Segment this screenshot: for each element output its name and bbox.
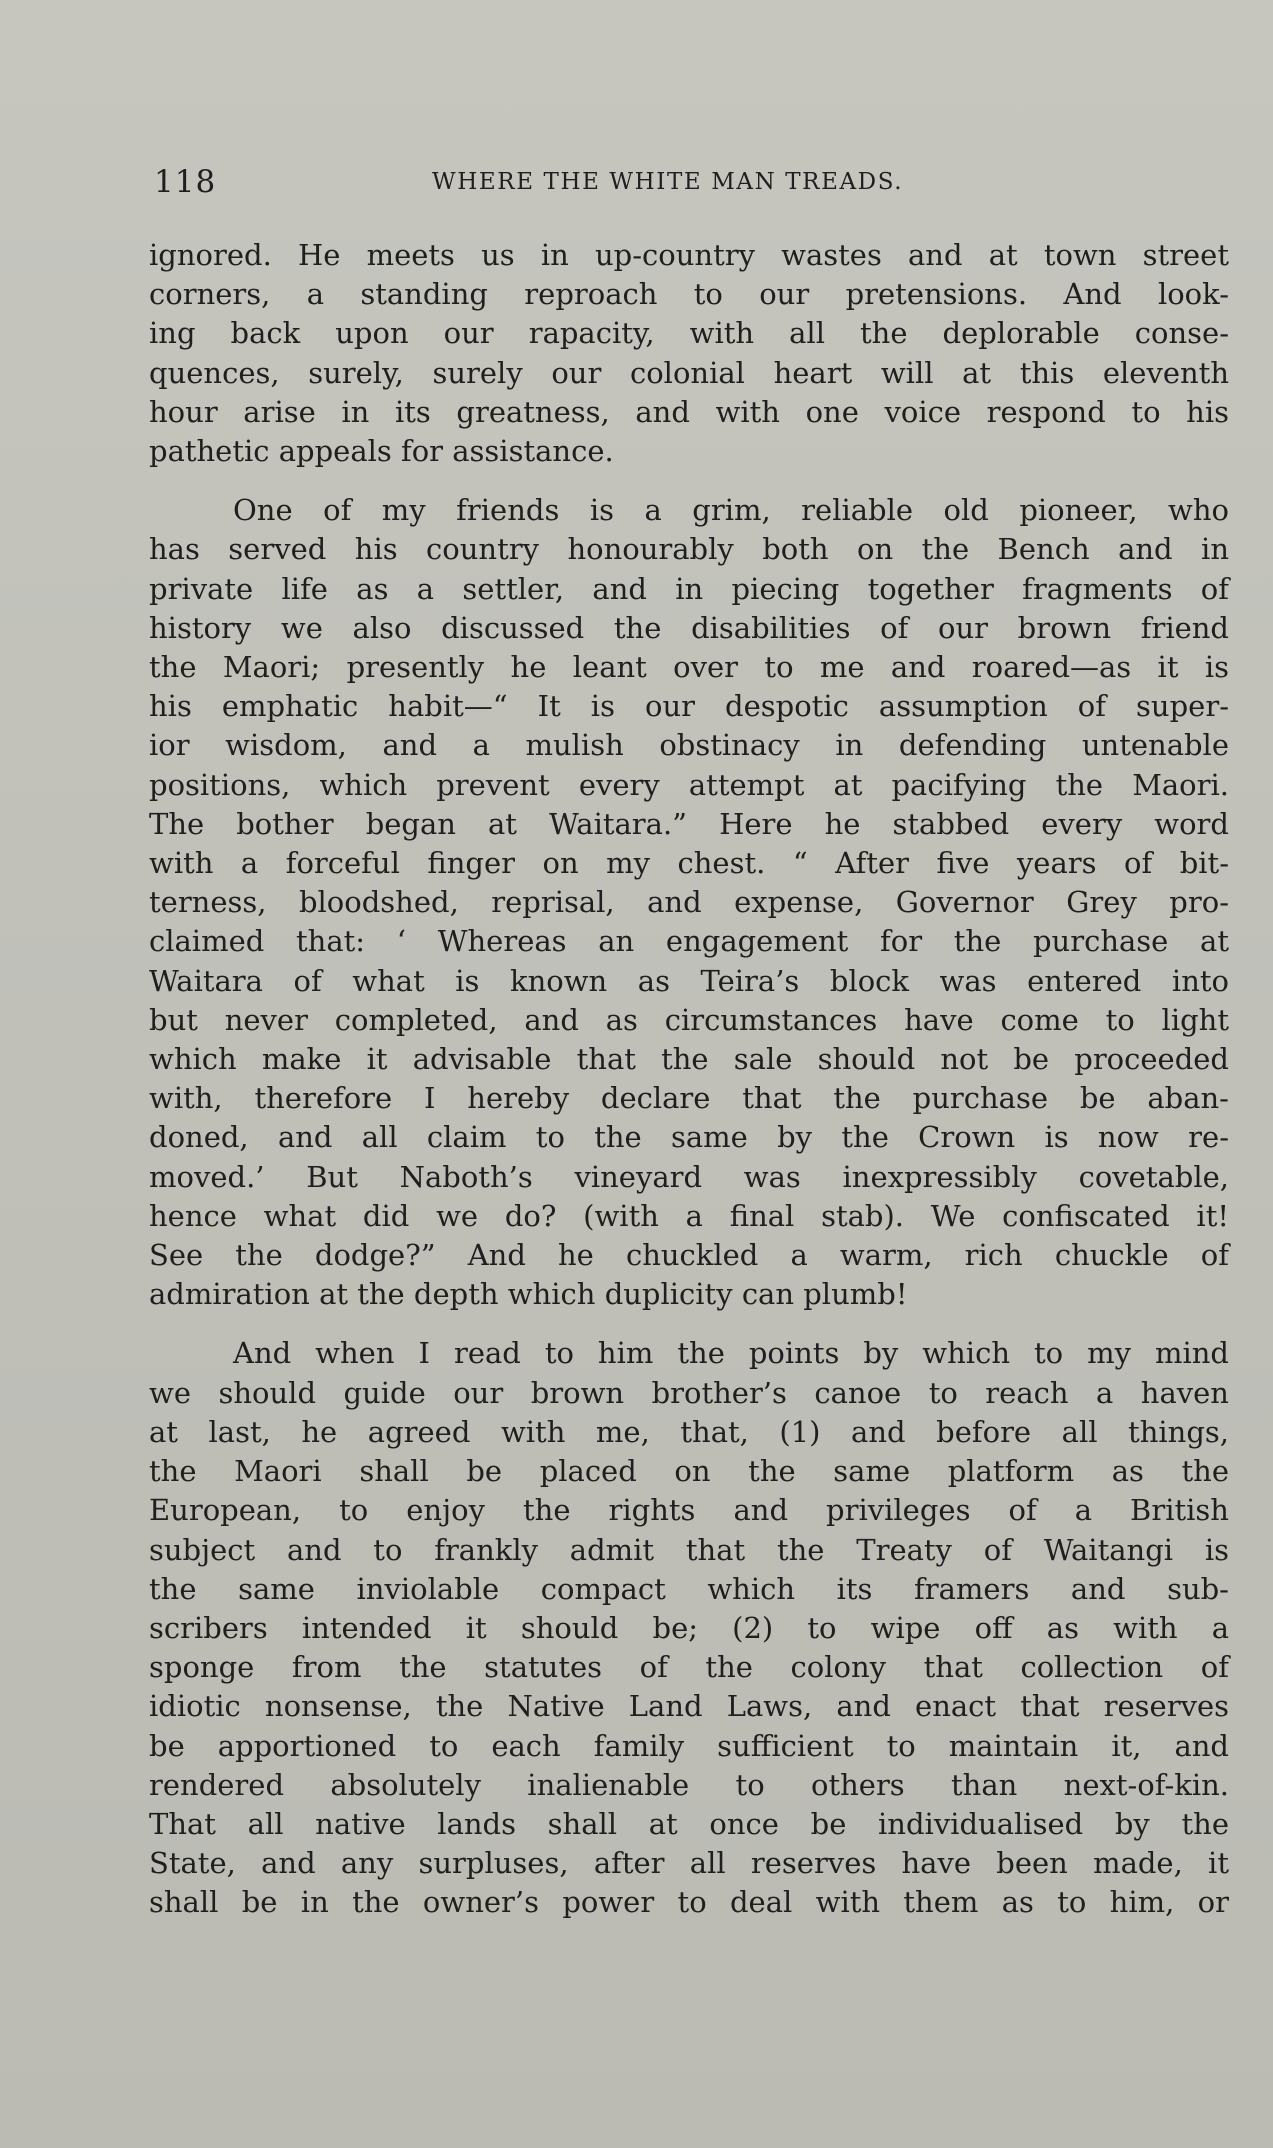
text-line: idiotic nonsense, the Native Land Laws, and enact that reserves xyxy=(149,1689,1229,1724)
text-line: the Maori; presently he leant over to me and roared—as it is xyxy=(149,650,1229,685)
text-line: moved.’ But Naboth’s vineyard was inexpressibly covetable, xyxy=(149,1159,1229,1194)
paragraph-3 xyxy=(149,1334,1229,1922)
text-line: but never completed, and as circumstances have come to light xyxy=(149,1002,1229,1037)
text-line: the same inviolable compact which its framers and sub- xyxy=(149,1571,1229,1606)
text-line: shall be in the owner’s power to deal with them as to him, or xyxy=(149,1885,1229,1920)
text-line: doned, and all claim to the same by the Crown is now re- xyxy=(149,1120,1229,1155)
running-head xyxy=(152,162,1226,202)
text-line: hour arise in its greatness, and with one voice respond to his xyxy=(149,394,1229,429)
text-line: private life as a settler, and in piecing together fragments of xyxy=(149,571,1229,606)
text-line: sponge from the statutes of the colony that collection of xyxy=(149,1650,1229,1685)
text-line: corners, a standing reproach to our pretensions. And look- xyxy=(149,277,1229,312)
body-text xyxy=(149,236,1229,1923)
text-line: subject and to frankly admit that the Treaty of Waitangi is xyxy=(149,1532,1229,1567)
text-line: One of my friends is a grim, reliable old pioneer, who xyxy=(233,493,1229,528)
running-title: WHERE THE WHITE MAN TREADS. xyxy=(432,169,904,195)
text-line: with a forceful finger on my chest. “ After five years of bit- xyxy=(149,846,1229,881)
text-line: terness, bloodshed, reprisal, and expense, Governor Grey pro- xyxy=(149,885,1229,920)
paragraph-2 xyxy=(149,491,1229,1314)
text-line: be apportioned to each family sufficient to maintain it, and xyxy=(149,1728,1229,1763)
text-line: history we also discussed the disabilities of our brown friend xyxy=(149,610,1229,645)
text-line: scribers intended it should be; (2) to wipe off as with a xyxy=(149,1610,1229,1645)
text-line: positions, which prevent every attempt at pacifying the Maori. xyxy=(149,767,1229,802)
text-line: European, to enjoy the rights and privileges of a British xyxy=(149,1493,1229,1528)
text-line: hence what did we do? (with a final stab). We confiscated it! xyxy=(149,1198,1229,1233)
text-line: admiration at the depth which duplicity can plumb! xyxy=(149,1277,908,1312)
paragraph-1 xyxy=(149,236,1229,471)
text-line: we should guide our brown brother’s canoe to reach a haven xyxy=(149,1375,1229,1410)
text-line: And when I read to him the points by which to my mind xyxy=(233,1336,1229,1371)
text-line: Waitara of what is known as Teira’s block was entered into xyxy=(149,963,1229,998)
text-line: with, therefore I hereby declare that the purchase be aban- xyxy=(149,1081,1229,1116)
text-line: See the dodge?” And he chuckled a warm, rich chuckle of xyxy=(149,1238,1229,1273)
page-number: 118 xyxy=(154,164,217,200)
text-line: The bother began at Waitara.” Here he stabbed every word xyxy=(149,806,1229,841)
text-line: claimed that: ‘ Whereas an engagement for the purchase at xyxy=(149,924,1229,959)
text-line: has served his country honourably both on the Bench and in xyxy=(149,532,1229,567)
text-line: which make it advisable that the sale should not be proceeded xyxy=(149,1042,1229,1077)
text-line: the Maori shall be placed on the same platform as the xyxy=(149,1454,1229,1489)
text-line: at last, he agreed with me, that, (1) and before all things, xyxy=(149,1414,1229,1449)
text-line: ignored. He meets us in up-country wastes and at town street xyxy=(149,238,1229,272)
text-line: quences, surely, surely our colonial heart will at this eleventh xyxy=(149,355,1229,390)
text-line: State, and any surpluses, after all reserves have been made, it xyxy=(149,1846,1229,1881)
text-line: ior wisdom, and a mulish obstinacy in defending untenable xyxy=(149,728,1229,763)
text-line: ing back upon our rapacity, with all the deplorable conse- xyxy=(149,316,1229,351)
text-line: his emphatic habit—“ It is our despotic assumption of super- xyxy=(149,689,1229,724)
text-line: rendered absolutely inalienable to others than next-of-kin. xyxy=(149,1767,1229,1802)
text-line: pathetic appeals for assistance. xyxy=(149,434,614,469)
text-line: That all native lands shall at once be individualised by the xyxy=(149,1806,1229,1841)
